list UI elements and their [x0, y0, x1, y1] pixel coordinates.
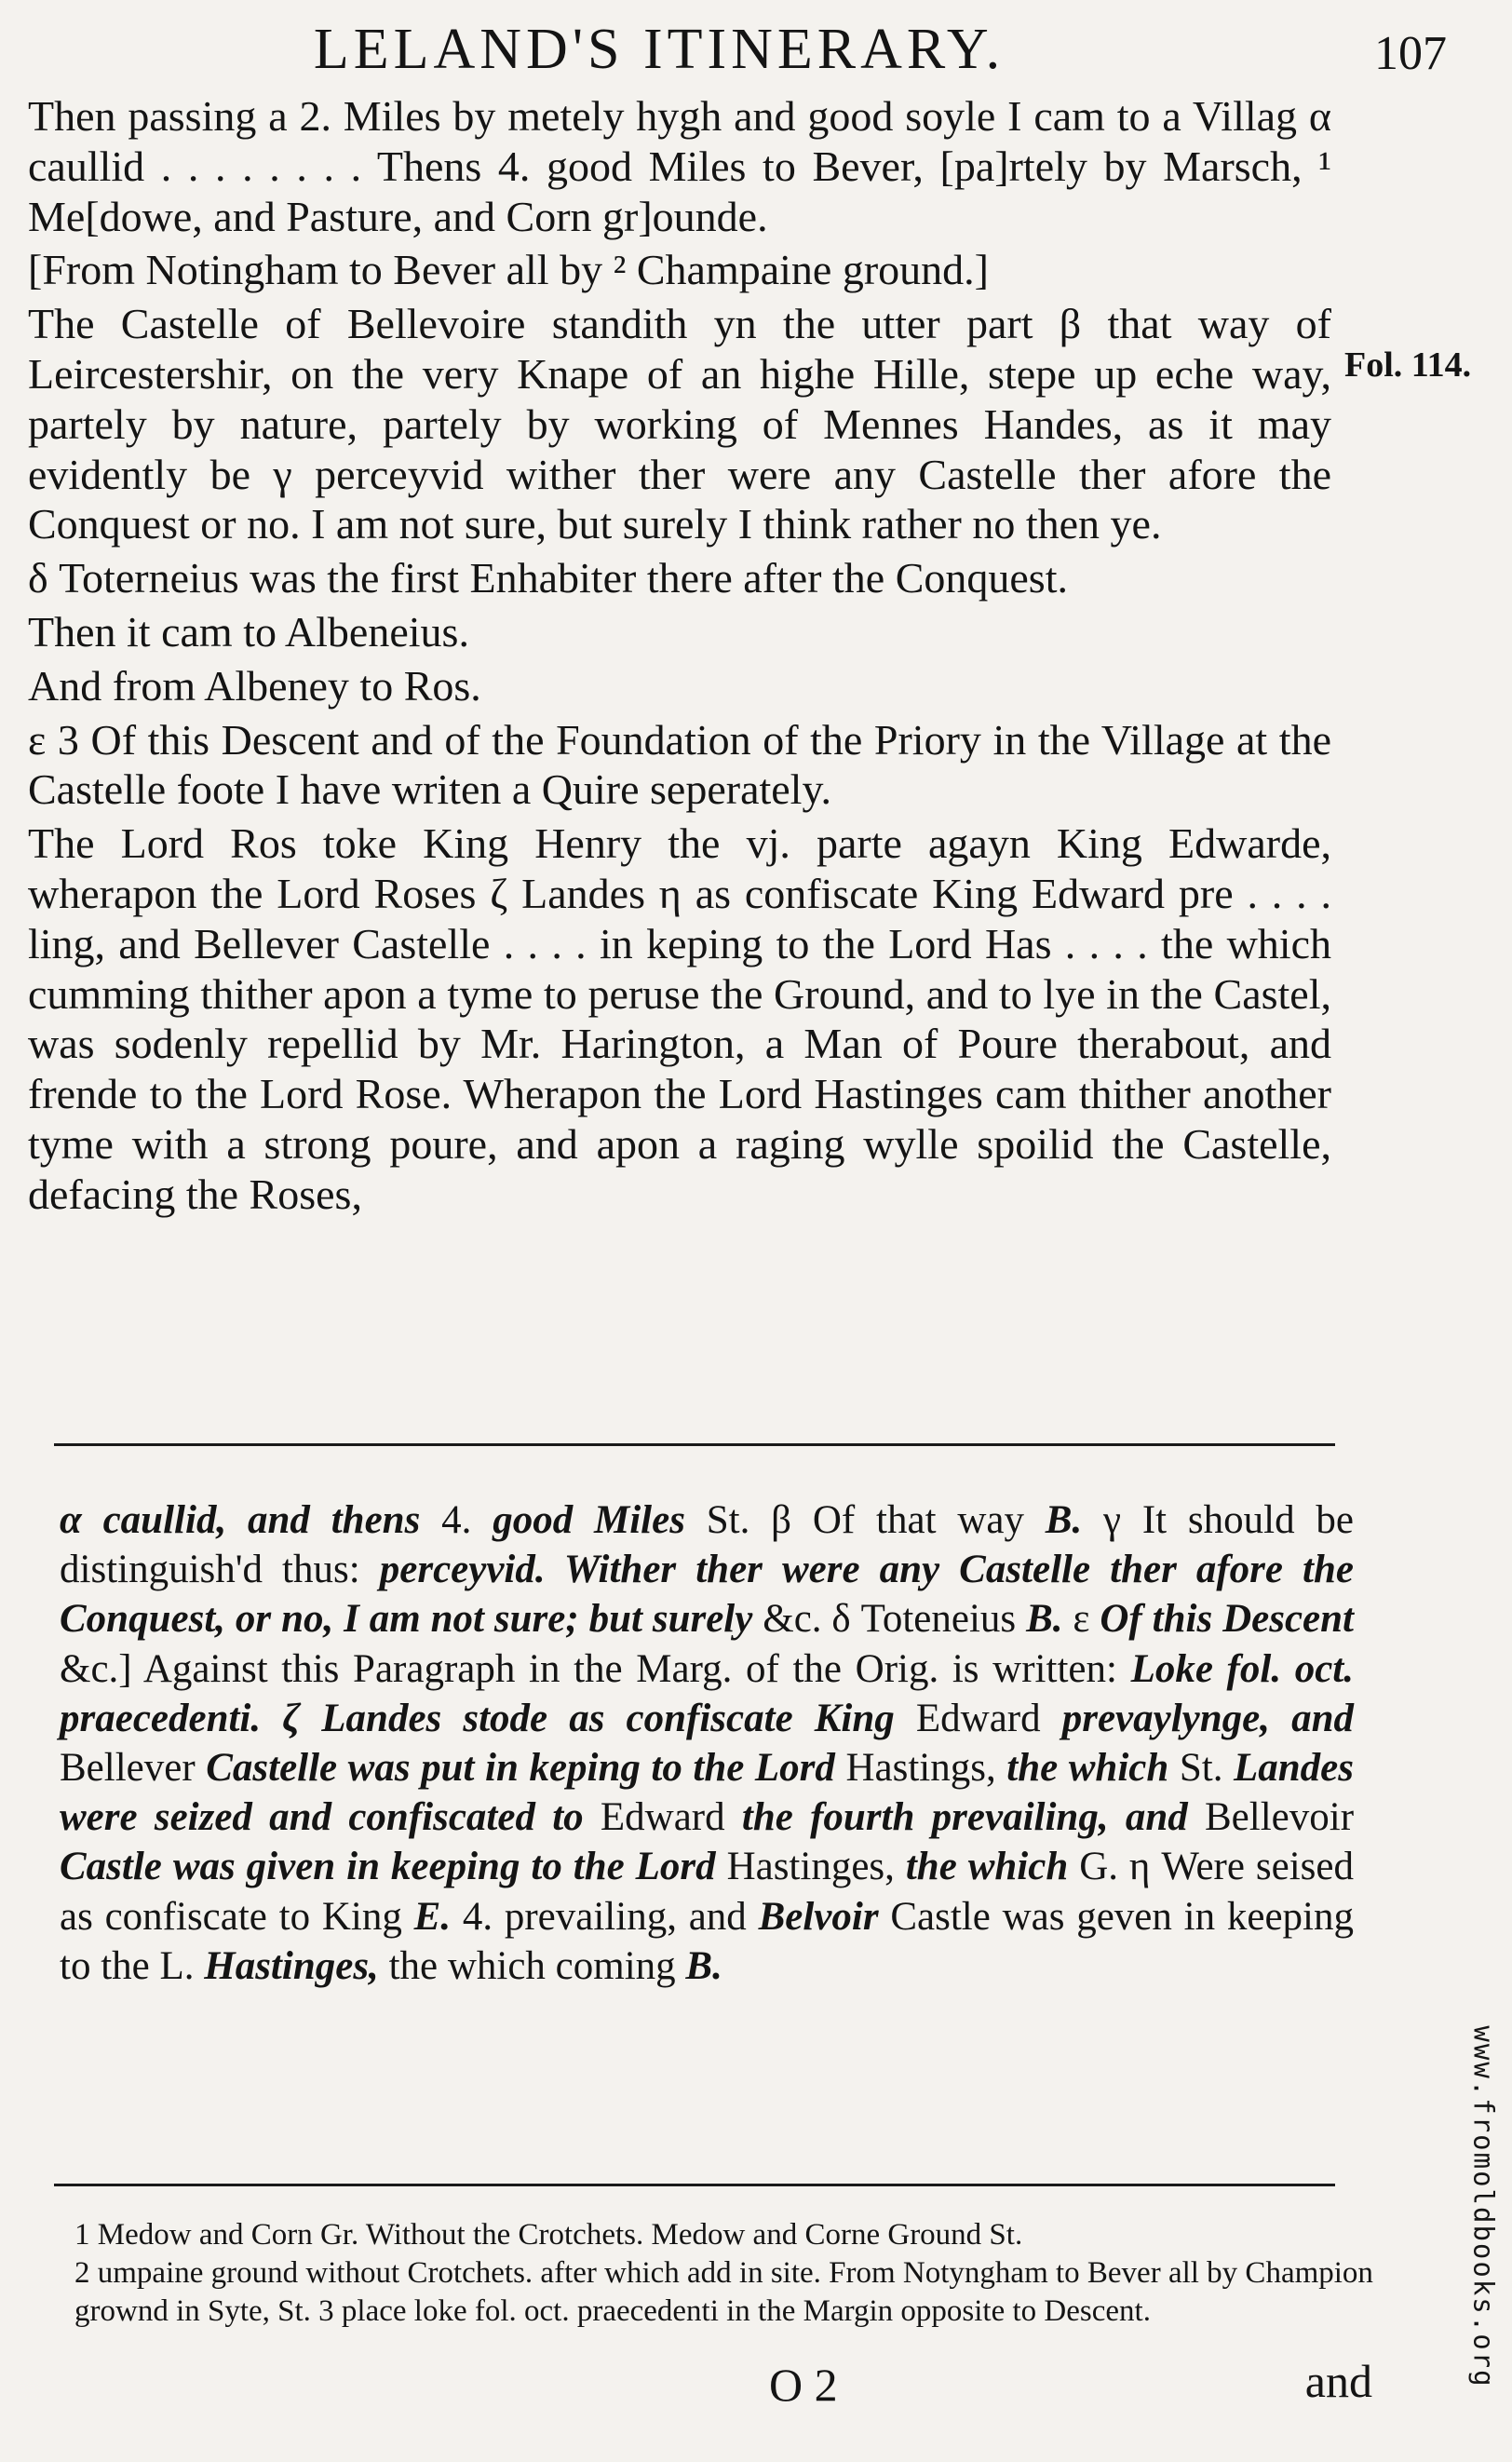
paragraph: δ Toterneius was the first Enhabiter there after the Conquest. [28, 554, 1068, 602]
note-segment: γ It should be distinguish'd thus: [60, 1498, 1355, 1592]
divider-rule [54, 1443, 1335, 1446]
note-segment: Castle was geven in keeping to the L. [60, 1894, 1354, 1988]
note-segment: G. η Were seised as confiscate to King [60, 1845, 1354, 1939]
note-segment: the which [905, 1845, 1080, 1889]
note-segment: Bellever [60, 1746, 207, 1791]
paragraph: The Lord Ros toke King Henry the vj. parte agayn King Edwarde, wherapon the Lord Roses ζ Landes η as confiscate King Edward pre . . . . ling, and Bellever Castelle . . . . in keping to the Lord Has . . . . the which cumming thither apon a tyme to peruse the Ground, and to lye in the Castel, was sodenly repellid by Mr. Harington, a Man of Poure therabout, and frende to the Lord Rose. Wherapon the Lord Hastinges cam thither another tyme with a strong poure, and apon a raging wylle spoilid the Castelle, defacing the Roses, [28, 819, 1331, 1218]
note-segment: prevaylynge, and [1061, 1696, 1354, 1740]
note-segment: Landes were seized and confiscated to [60, 1746, 1354, 1840]
paragraph: The Castelle of Bellevoire standith yn the utter part β that way of Leircestershir, on the very Knape of an highe Hille, stepe up eche way, partely by nature, partely by working of Mennes Handes, as it may evidently be γ perceyvid wither ther were any Castelle ther afore the Conquest or no. I am not sure, but surely I think rather no then ye. [28, 300, 1331, 548]
note-segment: 4. [441, 1498, 493, 1542]
running-head: LELAND'S ITINERARY. [313, 18, 1006, 81]
note-segment: E. [413, 1894, 452, 1939]
main-text [28, 91, 1331, 1220]
note-segment: &c. δ Toteneius [763, 1597, 1027, 1642]
watermark [1465, 1965, 1503, 2449]
editorial-notes [60, 1495, 1354, 1991]
note-segment: Edward [915, 1696, 1062, 1740]
page-number: 107 [1374, 27, 1447, 80]
note-segment: the which coming [388, 1943, 686, 1988]
note-segment: good Miles [493, 1498, 707, 1542]
note-segment: &c.] Against this Paragraph in the Marg. of the Orig. is written: [60, 1646, 1131, 1691]
note-segment: perceyvid. Wither ther were any Castelle ther afore the Conquest, or no, I am not sure; but surely [60, 1548, 1354, 1642]
note-segment: B. [1045, 1498, 1083, 1542]
paragraph: Then passing a 2. Miles by metely hygh and good soyle I cam to a Villag α caullid . . . . . . . . Thens 4. good Miles to Bever, [pa]rtely by Marsch, ¹ Me[dowe, and Pasture, and Corn gr]ounde. [28, 92, 1331, 240]
note-segment: Bellevoir [1205, 1795, 1355, 1840]
footnote: 2 umpaine ground without Crotchets. after which add in site. From Notyngham to Bever all by Champion grownd in Syte, St. 3 place loke fol. oct. praecedenti in the Margin opposite to Descent. [74, 2256, 1373, 2328]
note-segment: 4. prevailing, and [451, 1894, 759, 1939]
paragraph: Then it cam to Albeneius. [28, 607, 469, 656]
note-segment: Castle was given in keeping to the Lord [60, 1845, 727, 1889]
note-segment: Hastings, [845, 1746, 1007, 1791]
note-segment: Of this Descent [1100, 1597, 1354, 1642]
note-segment: St. [1179, 1746, 1234, 1791]
divider-rule [54, 2184, 1335, 2186]
note-segment: B. [1026, 1597, 1063, 1642]
footnotes [74, 2216, 1378, 2331]
note-segment: Castelle was put in keping to the Lord [206, 1746, 846, 1791]
note-segment: Belvoir [758, 1894, 891, 1939]
note-segment: Edward [600, 1795, 742, 1840]
footnote: 1 Medow and Corn Gr. Without the Crotchets. Medow and Corne Ground St. [74, 2218, 1023, 2252]
note-segment: St. β Of that way [706, 1498, 1046, 1542]
note-segment: the fourth prevailing, and [741, 1795, 1205, 1840]
note-segment: the which [1006, 1746, 1180, 1791]
margin-note-folio: Fol. 114. [1344, 345, 1472, 385]
note-segment: ε [1062, 1597, 1100, 1642]
note-segment: Loke fol. oct. praecedenti. ζ Landes stode as confiscate King [60, 1646, 1354, 1740]
note-segment: α caullid, and thens [60, 1498, 442, 1542]
paragraph: And from Albeney to Ros. [28, 661, 481, 710]
note-segment: B. [685, 1943, 722, 1988]
note-segment: Hastinges, [204, 1943, 389, 1988]
paragraph: [From Notingham to Bever all by ² Champaine ground.] [28, 246, 989, 294]
note-segment: Hastinges, [726, 1845, 906, 1889]
catchword: and [1304, 2355, 1372, 2407]
paragraph: ε 3 Of this Descent and of the Foundation of the Priory in the Village at the Castelle foote I have writen a Quire seperately. [28, 715, 1331, 814]
signature-mark: O 2 [769, 2359, 838, 2411]
watermark-text: www.fromoldbooks.org [1468, 2025, 1501, 2388]
